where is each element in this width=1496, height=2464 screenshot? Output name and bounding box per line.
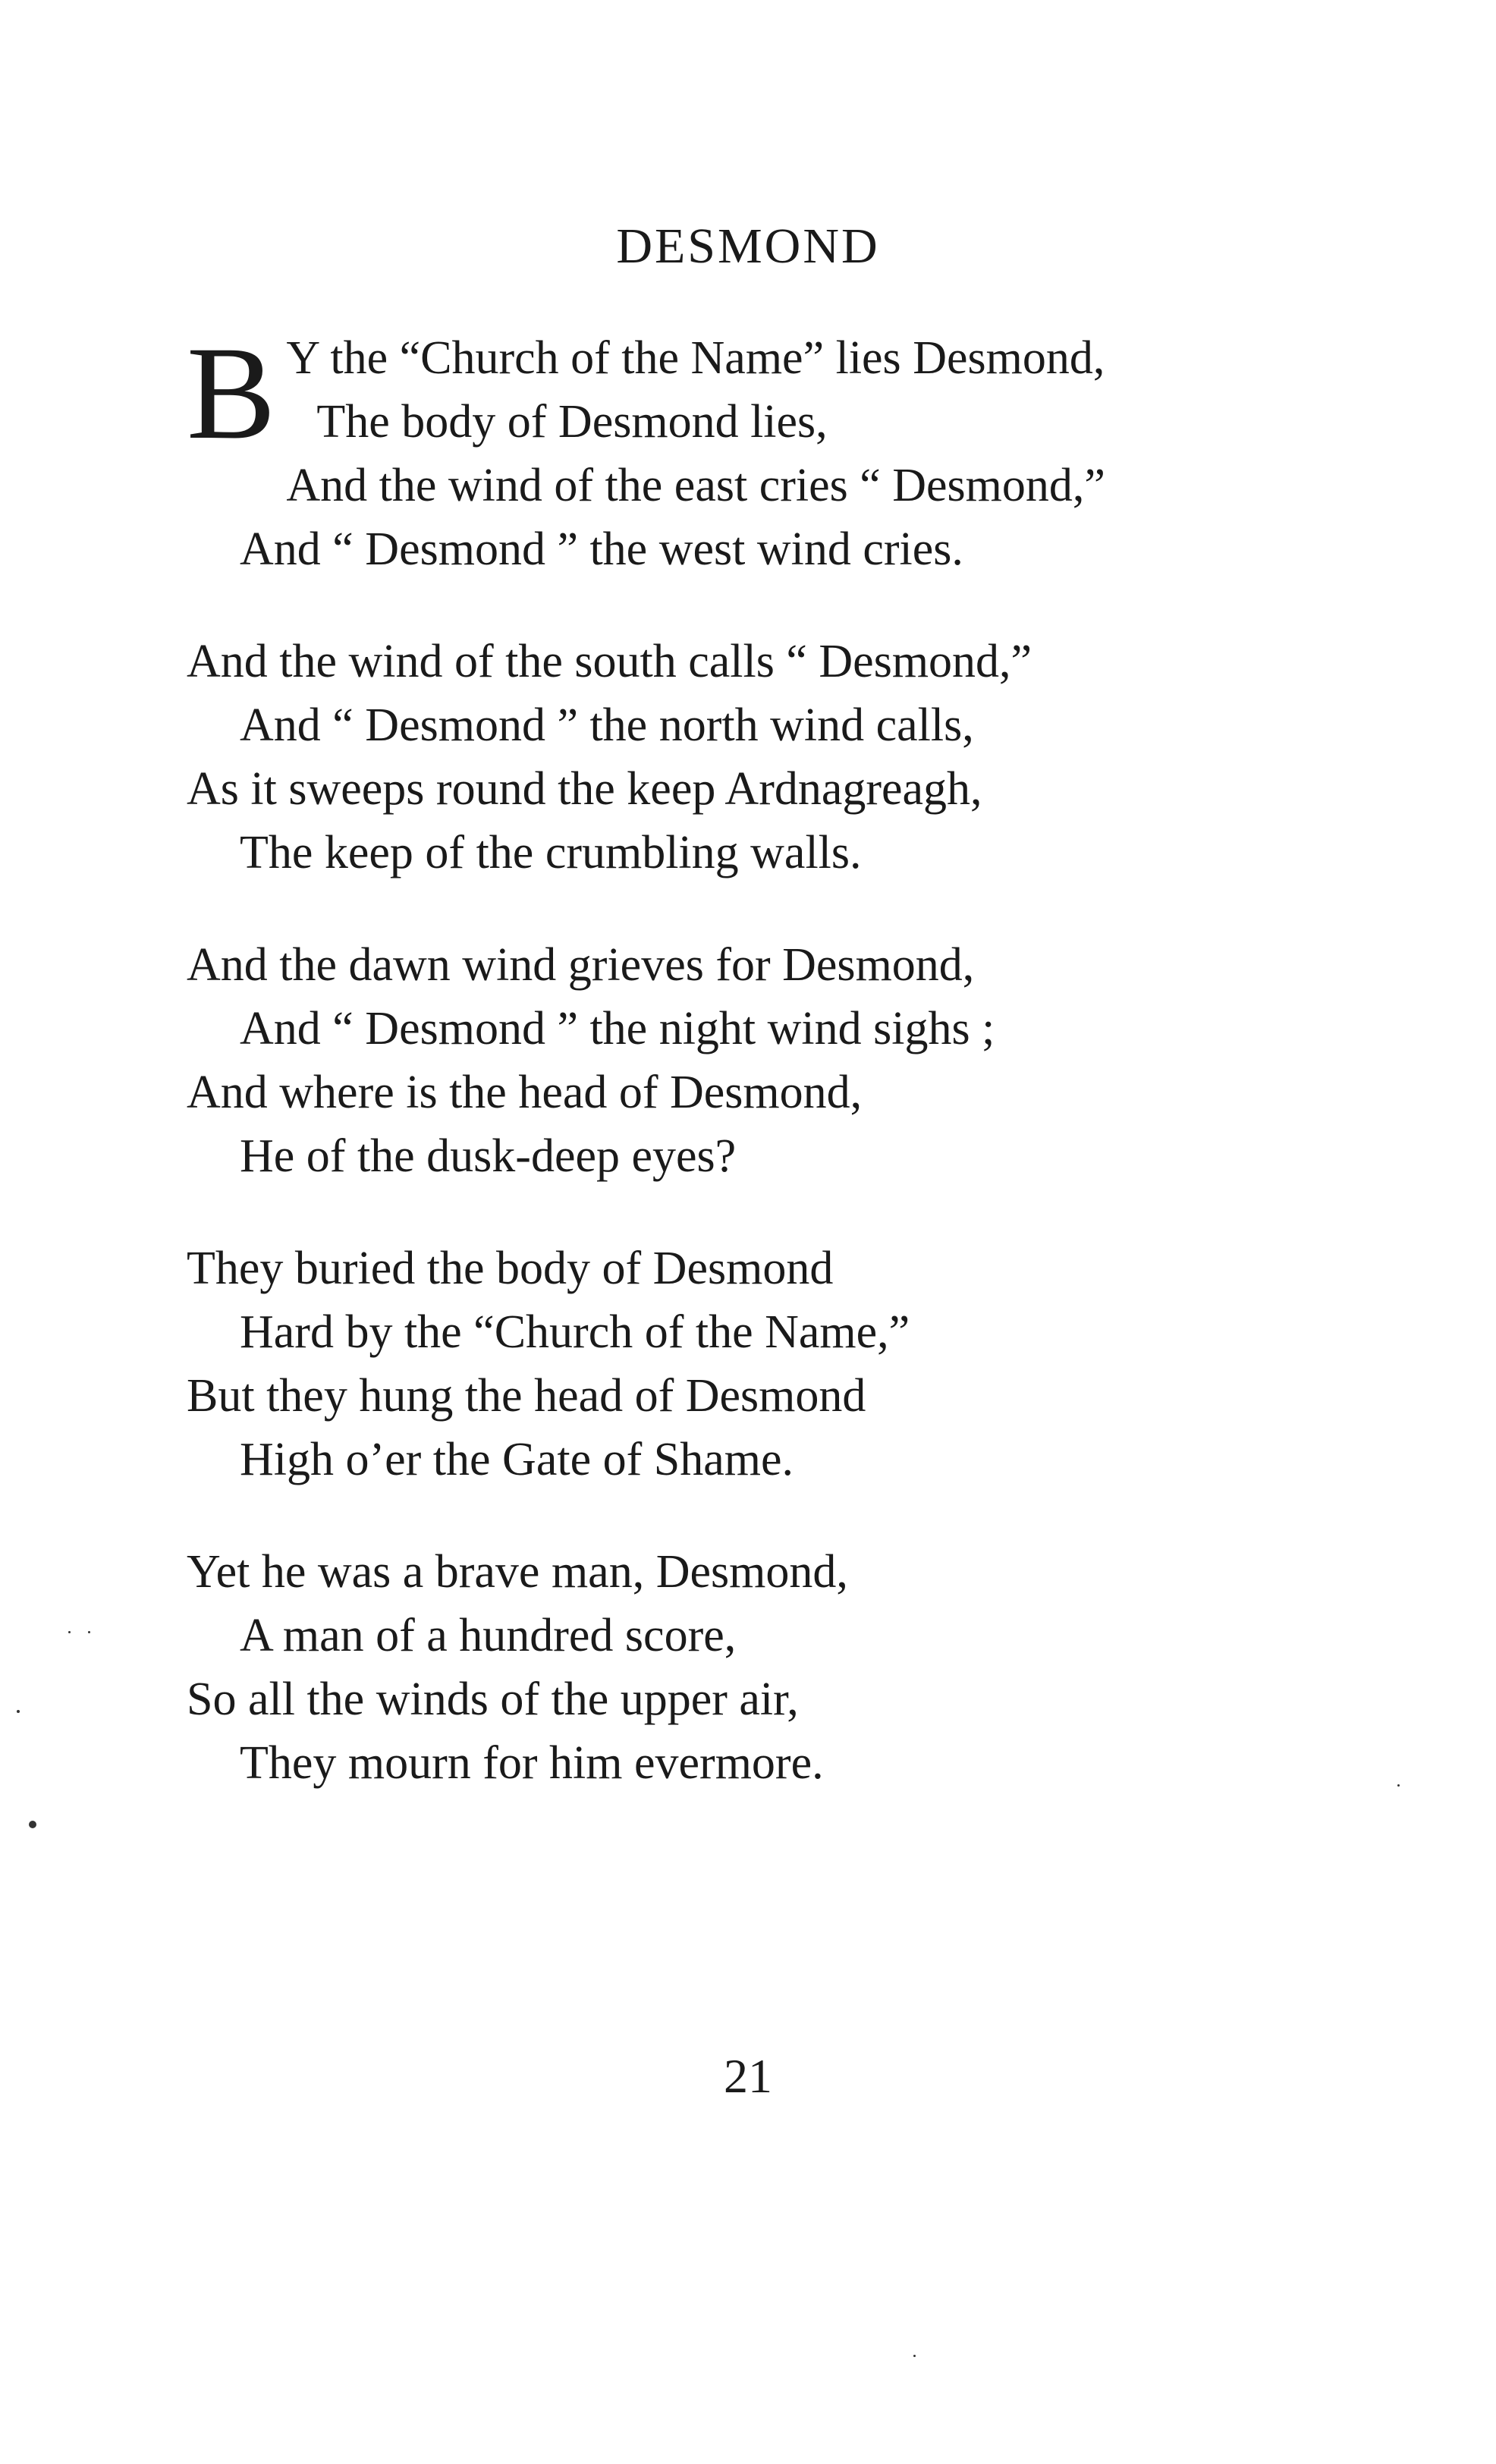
poem-line: Hard by the “Church of the Name,” xyxy=(240,1306,910,1358)
poem-title: DESMOND xyxy=(616,218,880,274)
poem-line: The keep of the crumbling walls. xyxy=(240,827,862,878)
poem-line: And “ Desmond ” the west wind cries. xyxy=(240,523,963,575)
poem-line: And the dawn wind grieves for Desmond, xyxy=(187,939,975,991)
stanza-1 xyxy=(187,319,1325,581)
scan-speck xyxy=(1397,1784,1400,1787)
scan-speck xyxy=(29,1821,36,1828)
scan-speck xyxy=(68,1631,71,1633)
scan-speck xyxy=(913,2355,916,2357)
scan-speck xyxy=(17,1710,20,1713)
stanza-3 xyxy=(187,933,1325,1188)
poem-line: They buried the body of Desmond xyxy=(187,1243,834,1294)
poem-line: And the wind of the south calls “ Desmond,” xyxy=(187,636,1032,687)
poem-body xyxy=(187,319,1325,1843)
page-number: 21 xyxy=(724,2049,772,2103)
scan-speck xyxy=(88,1631,90,1633)
poem-line: And the wind of the east cries “ Desmond,” xyxy=(286,460,1105,511)
poem-line: High o’er the Gate of Shame. xyxy=(240,1434,794,1485)
poem-line: As it sweeps round the keep Ardnagreagh, xyxy=(187,763,982,815)
poem-line: He of the dusk-deep eyes? xyxy=(240,1130,737,1182)
poem-line: But they hung the head of Desmond xyxy=(187,1370,866,1422)
poem-line: A man of a hundred score, xyxy=(240,1610,737,1661)
poem-line: Yet he was a brave man, Desmond, xyxy=(187,1546,848,1598)
poem-line: And “ Desmond ” the north wind calls, xyxy=(240,699,974,751)
poem-line: And “ Desmond ” the night wind sighs ; xyxy=(240,1003,995,1054)
stanza-5 xyxy=(187,1540,1325,1795)
stanza-4 xyxy=(187,1237,1325,1491)
poem-line: They mourn for him evermore. xyxy=(240,1737,824,1789)
poem-line: So all the winds of the upper air, xyxy=(187,1674,799,1725)
drop-cap-lines xyxy=(286,326,1325,454)
poem-line: The body of Desmond lies, xyxy=(316,396,828,448)
stanza-2 xyxy=(187,630,1325,885)
poem-line: And where is the head of Desmond, xyxy=(187,1067,863,1118)
poem-line: Y the “Church of the Name” lies Desmond, xyxy=(286,332,1105,384)
drop-cap: B xyxy=(187,319,276,467)
